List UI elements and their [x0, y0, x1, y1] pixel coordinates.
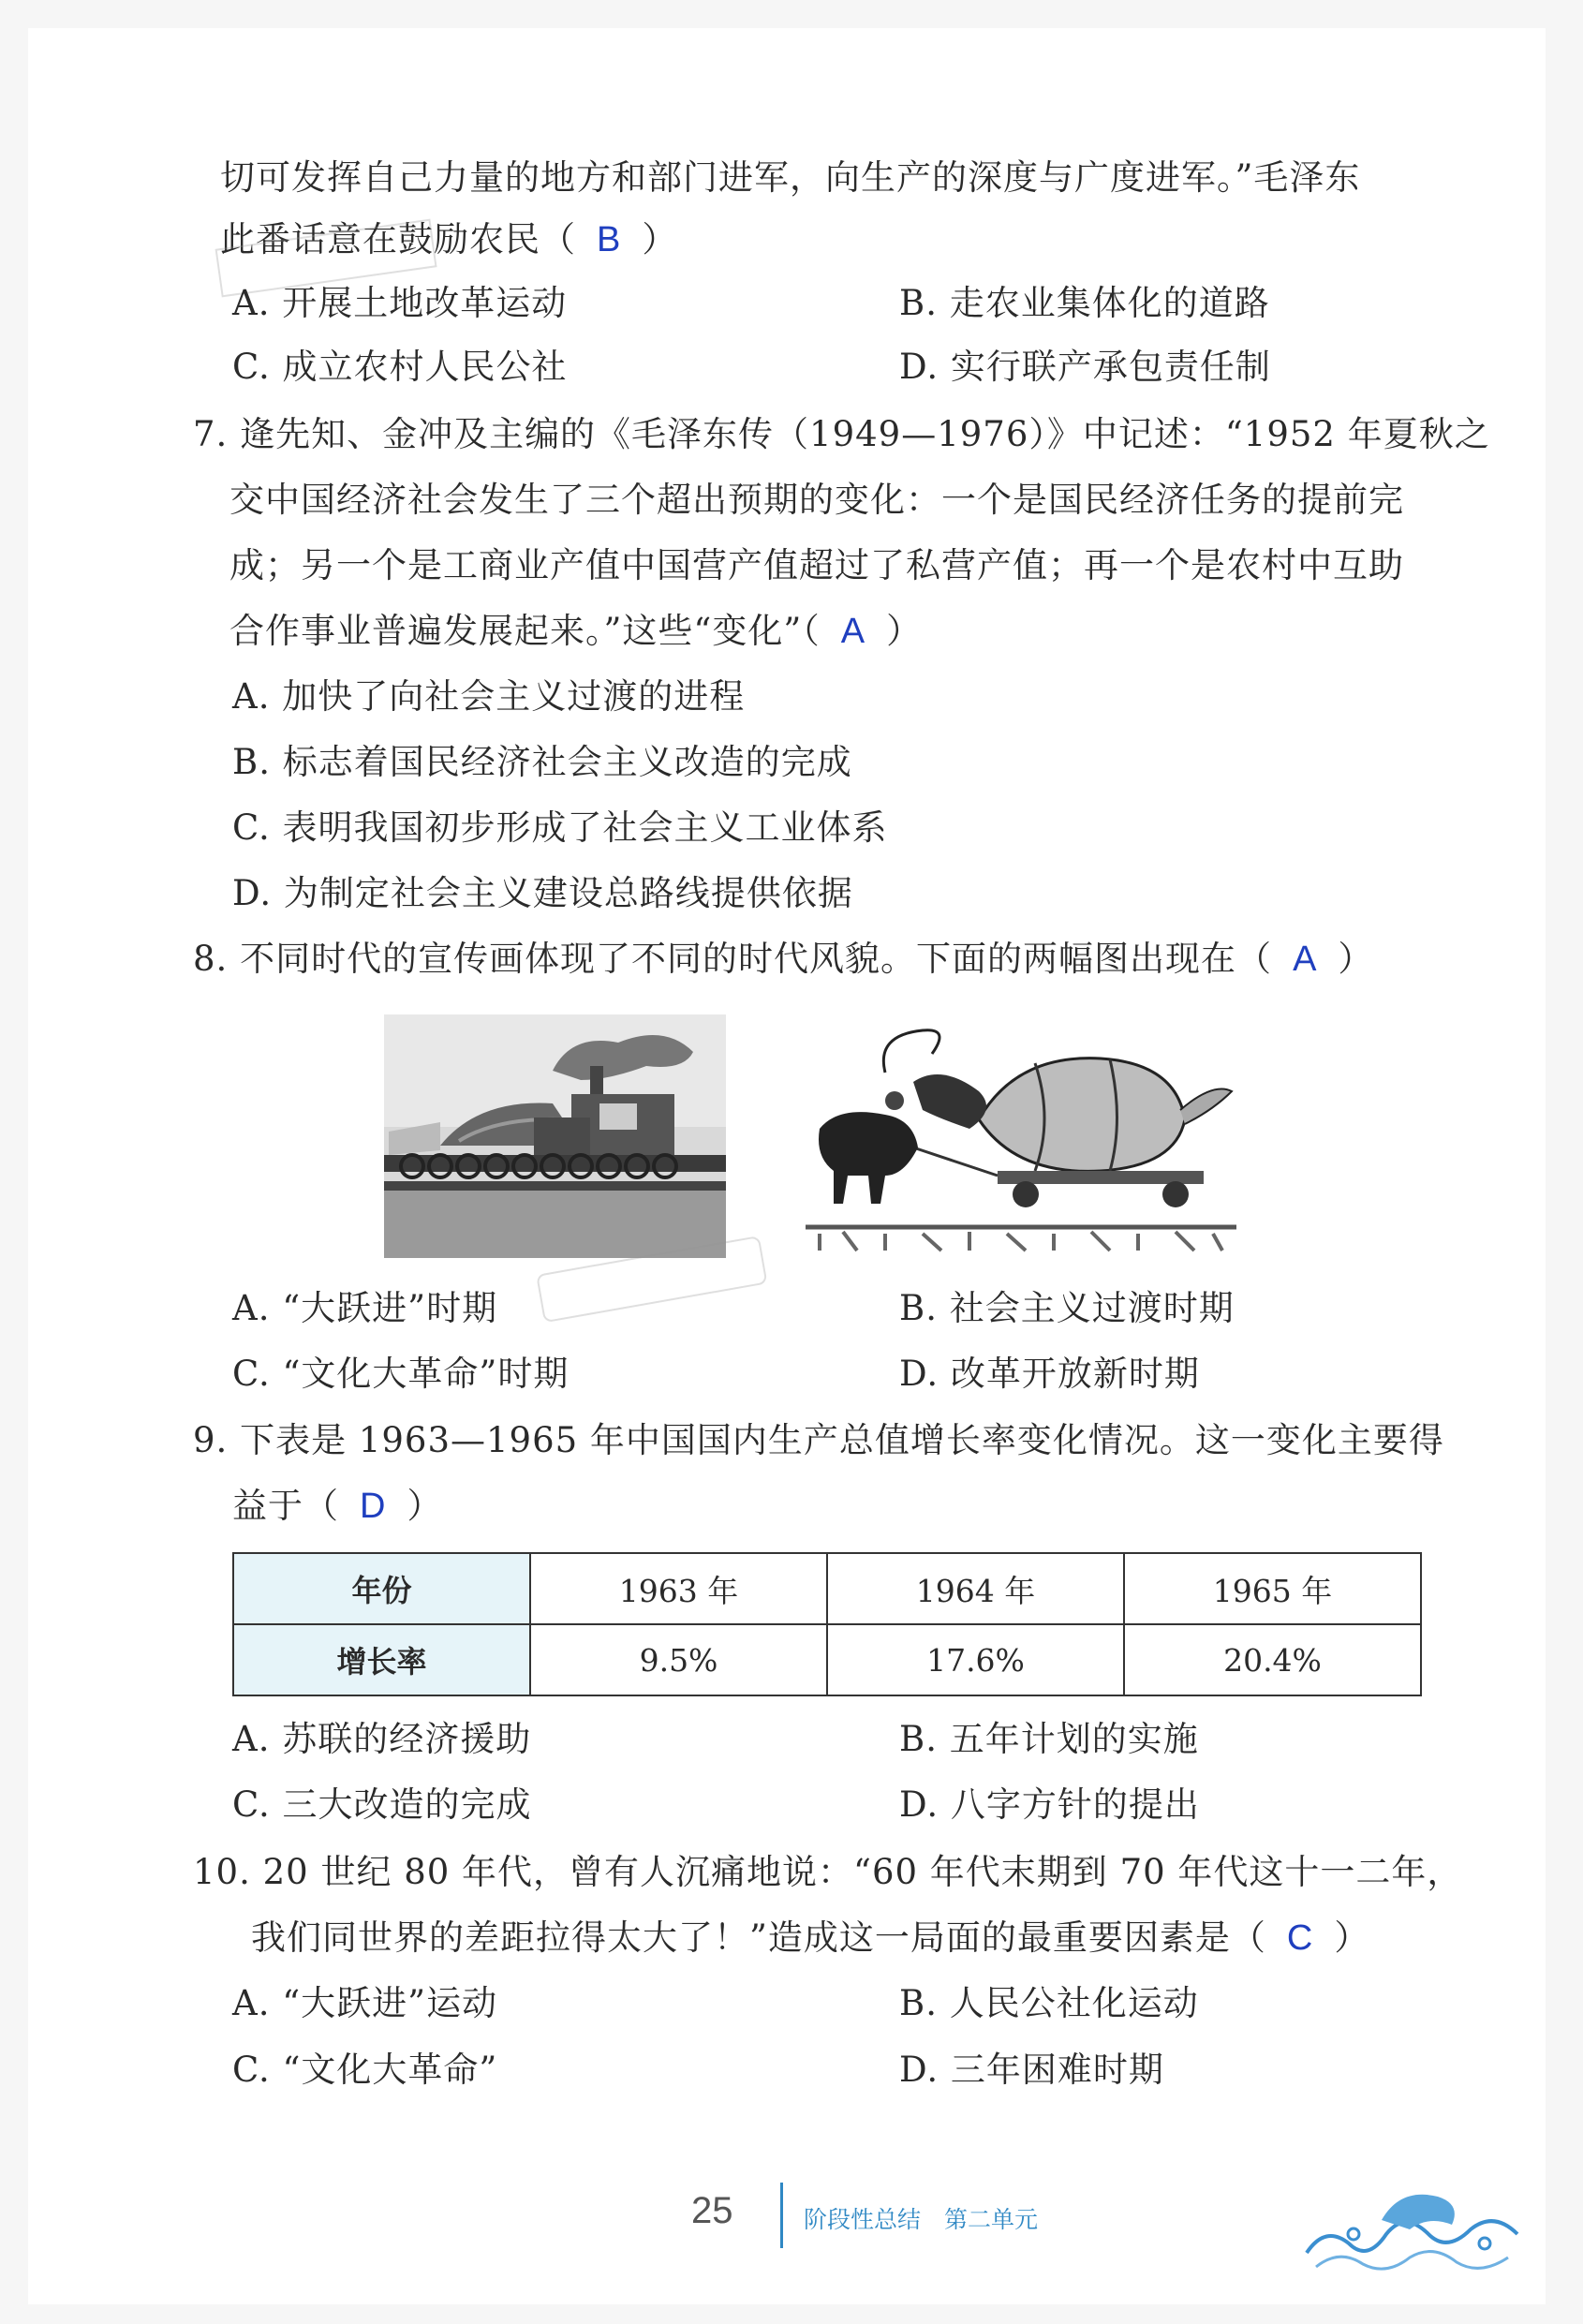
q9-option-b: B. 五年计划的实施 — [899, 1719, 1199, 1759]
q6-option-d: D. 实行联产承包责任制 — [899, 347, 1271, 387]
q7-line2: 交中国经济社会发生了三个超出预期的变化：一个是国民经济任务的提前完 — [229, 480, 1404, 520]
q8-option-d: D. 改革开放新时期 — [899, 1354, 1200, 1394]
q8-option-c: C. “文化大革命”时期 — [232, 1354, 570, 1394]
q8-answer: A — [1293, 940, 1318, 979]
q6-stem-end: 此番话意在鼓励农民（ — [220, 219, 576, 259]
train-drawing — [384, 1014, 726, 1258]
q6-close: ） — [642, 219, 678, 259]
q8-option-a: A. “大跃进”时期 — [232, 1288, 498, 1328]
q7-option-d: D. 为制定社会主义建设总路线提供依据 — [232, 873, 853, 913]
q7-stem-end: 合作事业普遍发展起来。”这些“变化”（ — [229, 611, 821, 651]
q10-close: ） — [1334, 1917, 1370, 1958]
q9-answer: D — [360, 1487, 387, 1526]
q6-line1: 切可发挥自己力量的地方和部门进军，向生产的深度与广度进军。”毛泽东 — [220, 157, 1361, 198]
table-header-year: 年份 — [233, 1553, 530, 1624]
q9-option-c: C. 三大改造的完成 — [232, 1784, 532, 1825]
q6-answer: B — [597, 220, 622, 259]
table-cell: 1965 年 — [1124, 1553, 1421, 1624]
q9-line2 — [232, 1484, 442, 1529]
table-cell: 1963 年 — [530, 1553, 827, 1624]
q10-line1: 10. 20 世纪 80 年代，曾有人沉痛地说：“60 年代末期到 70 年代这十一二年， — [193, 1852, 1463, 1892]
q8-option-b: B. 社会主义过渡时期 — [899, 1288, 1235, 1328]
q10-option-c: C. “文化大革命” — [232, 2050, 498, 2090]
page-number: 25 — [691, 2190, 733, 2231]
q7-line4 — [229, 609, 922, 654]
q10-answer: C — [1286, 1918, 1314, 1958]
footer-divider — [780, 2183, 783, 2248]
q7-answer: A — [840, 612, 866, 651]
q10-option-a: A. “大跃进”运动 — [232, 1983, 498, 2023]
q7-close: ） — [886, 611, 923, 651]
q9-close: ） — [407, 1486, 443, 1526]
q6-option-a: A. 开展土地改革运动 — [232, 283, 568, 323]
q7-line3: 成；另一个是工商业产值中国营产值超过了私营产值；再一个是农村中互助 — [229, 545, 1404, 585]
q9-option-a: A. 苏联的经济援助 — [232, 1719, 532, 1759]
oxcart-drawing — [801, 1016, 1241, 1255]
table-row — [233, 1624, 1421, 1695]
table-cell: 9.5% — [530, 1624, 827, 1695]
q7-line1: 7. 逄先知、金冲及主编的《毛泽东传（1949—1976）》中记述：“1952 年夏秋之 — [193, 414, 1490, 454]
wave-decoration-icon — [1297, 2178, 1541, 2285]
q10-stem-end: 我们同世界的差距拉得太大了！”造成这一局面的最重要因素是（ — [251, 1917, 1266, 1958]
q9-stem-end: 益于（ — [232, 1486, 339, 1526]
q8-close: ） — [1338, 939, 1374, 979]
q7-option-b: B. 标志着国民经济社会主义改造的完成 — [232, 742, 852, 782]
q6-option-c: C. 成立农村人民公社 — [232, 347, 568, 387]
q6-option-b: B. 走农业集体化的道路 — [899, 283, 1270, 323]
poster-oxcart-image — [801, 1016, 1241, 1255]
table-header-rate: 增长率 — [233, 1624, 530, 1695]
table-cell: 1964 年 — [827, 1553, 1124, 1624]
q9-line1: 9. 下表是 1963—1965 年中国国内生产总值增长率变化情况。这一变化主要得 — [193, 1420, 1444, 1460]
q10-line2 — [251, 1916, 1369, 1961]
gdp-growth-table — [232, 1552, 1422, 1696]
q8-line1 — [193, 937, 1373, 982]
q10-option-d: D. 三年困难时期 — [899, 2050, 1164, 2090]
q10-option-b: B. 人民公社化运动 — [899, 1983, 1199, 2023]
poster-train-image — [384, 1014, 726, 1258]
q7-option-c: C. 表明我国初步形成了社会主义工业体系 — [232, 807, 888, 848]
q8-stem: 8. 不同时代的宣传画体现了不同的时代风貌。下面的两幅图出现在（ — [193, 939, 1273, 979]
footer-section-title: 阶段性总结 第二单元 — [804, 2206, 1039, 2233]
table-cell: 17.6% — [827, 1624, 1124, 1695]
table-row — [233, 1553, 1421, 1624]
table-cell: 20.4% — [1124, 1624, 1421, 1695]
q9-option-d: D. 八字方针的提出 — [899, 1784, 1200, 1825]
q7-option-a: A. 加快了向社会主义过渡的进程 — [232, 676, 746, 717]
